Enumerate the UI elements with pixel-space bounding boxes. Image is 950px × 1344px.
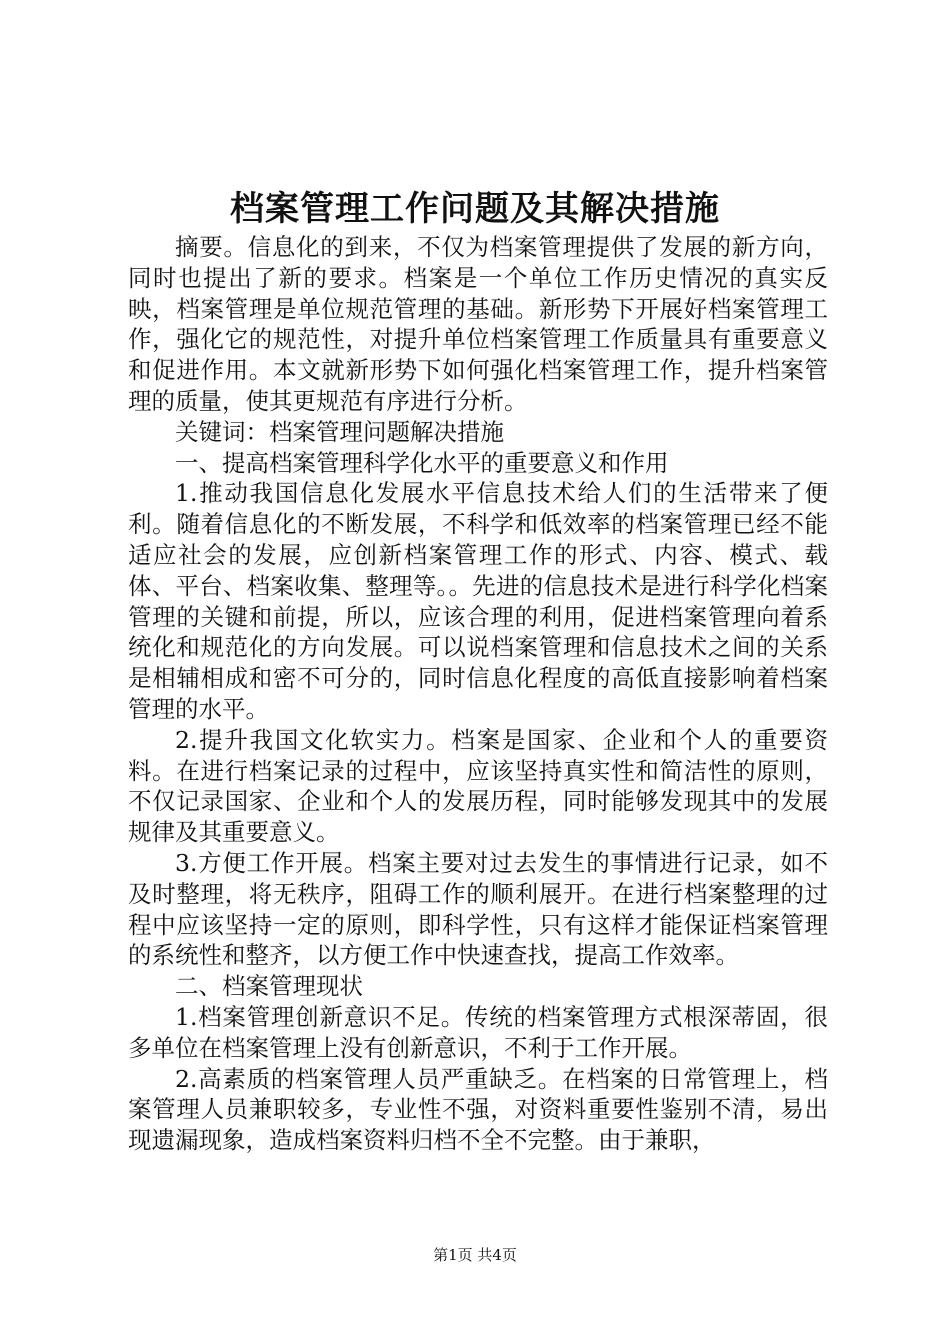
abstract-paragraph: 摘要。信息化的到来，不仅为档案管理提供了发展的新方向，同时也提出了新的要求。档案是一个单位工作历史情况的真实反映，档案管理是单位规范管理的基础。新形势下开展好档案管理工作，强化它的规范性，对提升单位档案管理工作质量具有重要意义和促进作用。本文就新形势下如何强化档案管理工作，提升档案管理的质量，使其更规范有序进行分析。 [128, 233, 828, 415]
document-body [128, 232, 828, 1156]
body-paragraph: 3.方便工作开展。档案主要对过去发生的事情进行记录，如不及时整理，将无秩序，阻碍工作的顺利展开。在进行档案整理的过程中应该坚持一定的原则，即科学性，只有这样才能保证档案管理的系统性和整齐，以方便工作中快速查找，提高工作效率。 [128, 848, 828, 970]
section-heading-1: 一、提高档案管理科学化水平的重要意义和作用 [175, 448, 669, 477]
keywords-paragraph: 关键词：档案管理问题解决措施 [175, 417, 504, 446]
section-heading-2: 二、档案管理现状 [175, 972, 363, 1001]
body-paragraph: 1.档案管理创新意识不足。传统的档案管理方式根深蒂固，很多单位在档案管理上没有创新意识，不利于工作开展。 [128, 1002, 828, 1062]
body-paragraph: 2.提升我国文化软实力。档案是国家、企业和个人的重要资料。在进行档案记录的过程中，应该坚持真实性和简洁性的原则，不仅记录国家、企业和个人的发展历程，同时能够发现其中的发展规律及其重要意义。 [128, 725, 828, 847]
document-title: 档案管理工作问题及其解决措施 [230, 189, 720, 229]
body-paragraph: 2.高素质的档案管理人员严重缺乏。在档案的日常管理上，档案管理人员兼职较多，专业性不强，对资料重要性鉴别不清，易出现遗漏现象，造成档案资料归档不全不完整。由于兼职， [128, 1064, 828, 1155]
body-paragraph: 1.推动我国信息化发展水平信息技术给人们的生活带来了便利。随着信息化的不断发展，不科学和低效率的档案管理已经不能适应社会的发展，应创新档案管理工作的形式、内容、模式、载体、平台、档案收集、整理等。。先进的信息技术是进行科学化档案管理的关键和前提，所以，应该合理的利用，促进档案管理向着系统化和规范化的方向发展。可以说档案管理和信息技术之间的关系是相辅相成和密不可分的，同时信息化程度的高低直接影响着档案管理的水平。 [128, 479, 828, 723]
page-number-footer: 第1页 共4页 [433, 1246, 517, 1264]
